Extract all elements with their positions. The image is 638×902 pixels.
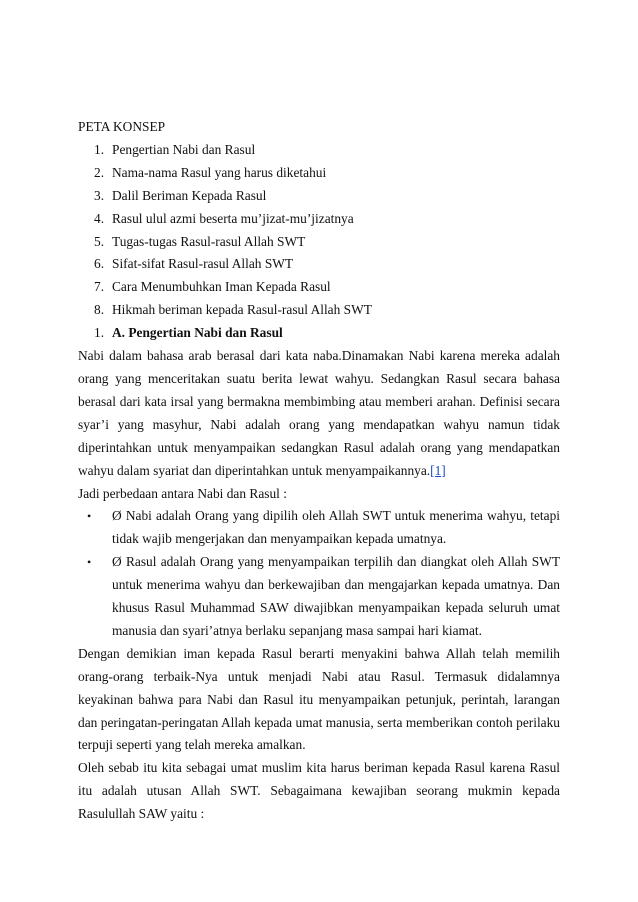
closing-paragraph: Oleh sebab itu kita sebagai umat muslim kita harus beriman kepada Rasul karena Rasul itu adalah utusan Allah SWT. Sebagaimana kewajiban seorang mukmin kepada Rasulullah SAW yaitu : bbox=[78, 760, 560, 822]
difference-list bbox=[78, 505, 560, 642]
bullet-icon: • bbox=[87, 555, 92, 570]
list-item-text: Tugas-tugas Rasul-rasul Allah SWT bbox=[112, 233, 306, 249]
concept-map-list bbox=[78, 139, 560, 322]
list-item-text: Nama-nama Rasul yang harus diketahui bbox=[112, 164, 327, 180]
list-item bbox=[78, 551, 560, 643]
list-item bbox=[78, 299, 560, 322]
list-item-number: 8. bbox=[94, 302, 105, 318]
list-item bbox=[78, 253, 560, 276]
page-heading: PETA KONSEP bbox=[78, 119, 166, 134]
definition-paragraph bbox=[78, 345, 560, 482]
section-heading bbox=[78, 322, 560, 345]
list-item-text: Ø Nabi adalah Orang yang dipilih oleh Allah SWT untuk menerima wahyu, tetapi tidak wajib mengerjakan dan menyampaikan kepada umatnya. bbox=[112, 508, 560, 547]
list-item-number: 6. bbox=[94, 256, 105, 272]
list-item-text: Hikmah beriman kepada Rasul-rasul Allah SWT bbox=[112, 302, 372, 318]
list-item-text: Rasul ulul azmi beserta mu’jizat-mu’jizatnya bbox=[112, 210, 354, 226]
section-number: 1. bbox=[94, 325, 105, 341]
faith-paragraph: Dengan demikian iman kepada Rasul berarti menyakini bahwa Allah telah memilih orang-orang terbaik-Nya untuk menjadi Nabi atau Rasul. Termasuk didalamnya keyakinan bahwa para Nabi dan Rasul itu menyampaikan petunjuk, perintah, larangan dan peringatan-peringatan Allah kepada umat manusia, serta memberikan contoh perilaku terpuji seperti yang telah mereka amalkan. bbox=[78, 645, 560, 753]
list-item-text: Sifat-sifat Rasul-rasul Allah SWT bbox=[112, 256, 294, 272]
document-body bbox=[78, 116, 560, 826]
footnote-link[interactable]: [1] bbox=[430, 462, 446, 478]
list-item-text: Pengertian Nabi dan Rasul bbox=[112, 141, 256, 157]
list-item-number: 3. bbox=[94, 187, 105, 203]
list-item-number: 4. bbox=[94, 210, 105, 226]
section-title: A. Pengertian Nabi dan Rasul bbox=[112, 325, 283, 341]
bullet-icon: • bbox=[87, 509, 92, 524]
list-item-number: 5. bbox=[94, 233, 105, 249]
difference-intro: Jadi perbedaan antara Nabi dan Rasul : bbox=[78, 485, 287, 501]
list-item bbox=[78, 231, 560, 254]
paragraph-text: Nabi dalam bahasa arab berasal dari kata naba.Dinamakan Nabi karena mereka adalah orang yang menceritakan suatu berita lewat wahyu. Sedangkan Rasul secara bahasa berasal dari kata irsal yang bermakna membimbing atau memberi arahan. Definisi secara syar’i yang masyhur, Nabi adalah orang yang mendapatkan wahyu namun tidak diperintahkan untuk menyampaikan sedangkan Rasul adalah orang yang mendapatkan wahyu dalam syariat dan diperintahkan untuk menyampaikannya. bbox=[78, 348, 560, 478]
list-item bbox=[78, 505, 560, 551]
list-item-text: Ø Rasul adalah Orang yang menyampaikan terpilih dan diangkat oleh Allah SWT untuk menerima wahyu dan berkewajiban dan mengajarkan kepada umatnya. Dan khusus Rasul Muhammad SAW diwajibkan menyampaikan kepada seluruh umat manusia dan syari’atnya berlaku sepanjang masa sampai hari kiamat. bbox=[112, 554, 560, 638]
list-item-number: 7. bbox=[94, 279, 105, 295]
list-item bbox=[78, 139, 560, 162]
list-item-text: Cara Menumbuhkan Iman Kepada Rasul bbox=[112, 279, 331, 295]
list-item bbox=[78, 162, 560, 185]
list-item bbox=[78, 276, 560, 299]
list-item-number: 2. bbox=[94, 164, 105, 180]
list-item bbox=[78, 208, 560, 231]
list-item-number: 1. bbox=[94, 141, 105, 157]
list-item-text: Dalil Beriman Kepada Rasul bbox=[112, 187, 267, 203]
list-item bbox=[78, 185, 560, 208]
